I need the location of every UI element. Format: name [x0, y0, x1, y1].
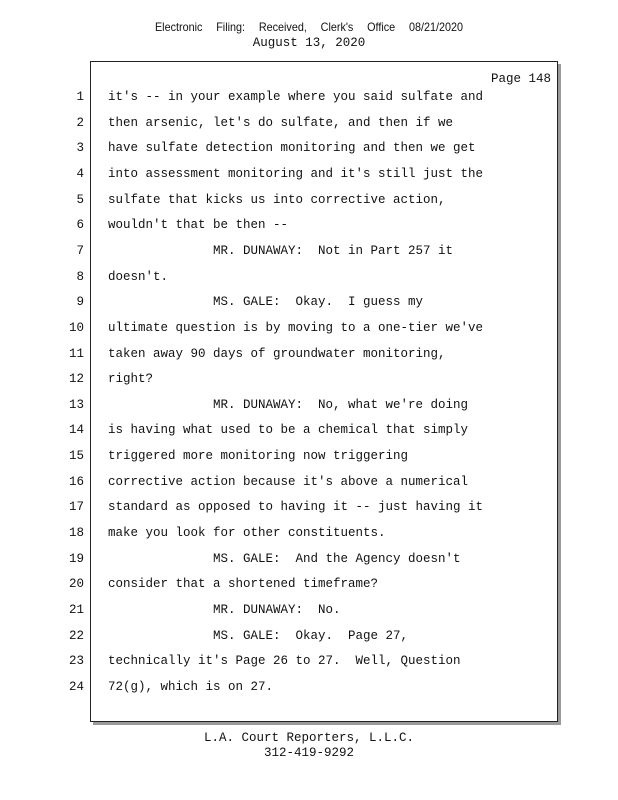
footer-phone: 312-419-9292: [263, 746, 354, 760]
line-text: MS. GALE: Okay. I guess my: [108, 295, 424, 310]
line-number: 4: [76, 166, 84, 181]
transcript-line: [0, 116, 618, 136]
stamp-clerks: Clerk's: [320, 20, 354, 34]
line-number: 24: [68, 679, 84, 694]
stamp-electronic: Electronic: [154, 20, 203, 34]
line-text: MR. DUNAWAY: No.: [108, 603, 341, 617]
line-number: 19: [68, 551, 84, 566]
line-number: 11: [68, 346, 84, 361]
line-text: triggered more monitoring now triggering: [108, 449, 409, 464]
line-number: 12: [68, 372, 84, 387]
page-number: Page 148: [490, 72, 551, 86]
line-text: make you look for other constituents.: [108, 526, 386, 541]
filing-stamp: [31, 20, 587, 34]
line-number: 6: [76, 218, 84, 233]
line-number: 18: [68, 526, 84, 541]
line-number: 23: [68, 654, 84, 669]
footer-company: L.A. Court Reporters, L.L.C.: [203, 731, 415, 745]
line-text: MS. GALE: Okay. Page 27,: [108, 628, 409, 643]
line-text: sulfate that kicks us into corrective action,: [108, 192, 446, 207]
line-number: 2: [76, 115, 84, 130]
transcript-line: [0, 526, 618, 546]
transcript-line: [0, 321, 618, 341]
line-text: into assessment monitoring and it's still just the: [108, 166, 484, 181]
line-number: 16: [68, 474, 84, 489]
line-number: 21: [68, 603, 84, 617]
line-number: 20: [68, 577, 84, 592]
transcript-line: [0, 90, 618, 110]
line-text: 72(g), which is on 27.: [108, 679, 274, 694]
line-number: 17: [68, 500, 84, 515]
transcript-line: [0, 347, 618, 367]
transcript-line: [0, 423, 618, 443]
line-text: doesn't.: [108, 269, 169, 284]
transcript-line: [0, 141, 618, 161]
line-number: 7: [76, 243, 84, 258]
stamp-received: Received,: [258, 20, 307, 34]
line-text: taken away 90 days of groundwater monitoring,: [108, 346, 446, 361]
line-number: 1: [76, 90, 84, 104]
line-text: MR. DUNAWAY: No, what we're doing: [108, 397, 469, 412]
line-text: standard as opposed to having it -- just having it: [108, 500, 484, 515]
line-number: 3: [76, 141, 84, 156]
stamp-office: Office: [367, 20, 396, 34]
transcript-line: [0, 449, 618, 469]
line-number: 22: [68, 628, 84, 643]
line-number: 10: [68, 320, 84, 335]
transcript-line: [0, 218, 618, 238]
transcript-line: [0, 680, 618, 700]
line-text: it's -- in your example where you said sulfate and: [108, 90, 484, 104]
stamp-date: 08/21/2020: [408, 20, 464, 34]
transcript-line: [0, 193, 618, 213]
line-number: 13: [68, 397, 84, 412]
transcript-line: [0, 603, 618, 623]
line-text: technically it's Page 26 to 27. Well, Question: [108, 654, 461, 669]
transcript-line: [0, 629, 618, 649]
transcript-line: [0, 244, 618, 264]
transcript-line: [0, 654, 618, 674]
transcript-line: [0, 295, 618, 315]
transcript-line: [0, 167, 618, 187]
header-date: August 13, 2020: [252, 36, 366, 50]
line-number: 15: [68, 449, 84, 464]
line-text: is having what used to be a chemical that simply: [108, 423, 469, 438]
transcript-line: [0, 398, 618, 418]
line-number: 8: [76, 269, 84, 284]
line-text: MR. DUNAWAY: Not in Part 257 it: [108, 243, 454, 258]
line-text: wouldn't that be then --: [108, 218, 289, 233]
transcript-line: [0, 552, 618, 572]
line-text: ultimate question is by moving to a one-tier we've: [108, 320, 484, 335]
line-text: have sulfate detection monitoring and then we get: [108, 141, 476, 156]
line-number: 14: [68, 423, 84, 438]
line-text: consider that a shortened timeframe?: [108, 577, 379, 592]
line-number: 5: [76, 192, 84, 207]
line-text: corrective action because it's above a numerical: [108, 474, 469, 489]
line-text: right?: [108, 372, 154, 387]
transcript-line: [0, 475, 618, 495]
transcript-line: [0, 372, 618, 392]
line-text: then arsenic, let's do sulfate, and then if we: [108, 115, 454, 130]
line-text: MS. GALE: And the Agency doesn't: [108, 551, 461, 566]
line-number: 9: [76, 295, 84, 310]
stamp-filing: Filing:: [216, 20, 246, 34]
transcript-line: [0, 270, 618, 290]
transcript-line: [0, 577, 618, 597]
transcript-line: [0, 500, 618, 520]
